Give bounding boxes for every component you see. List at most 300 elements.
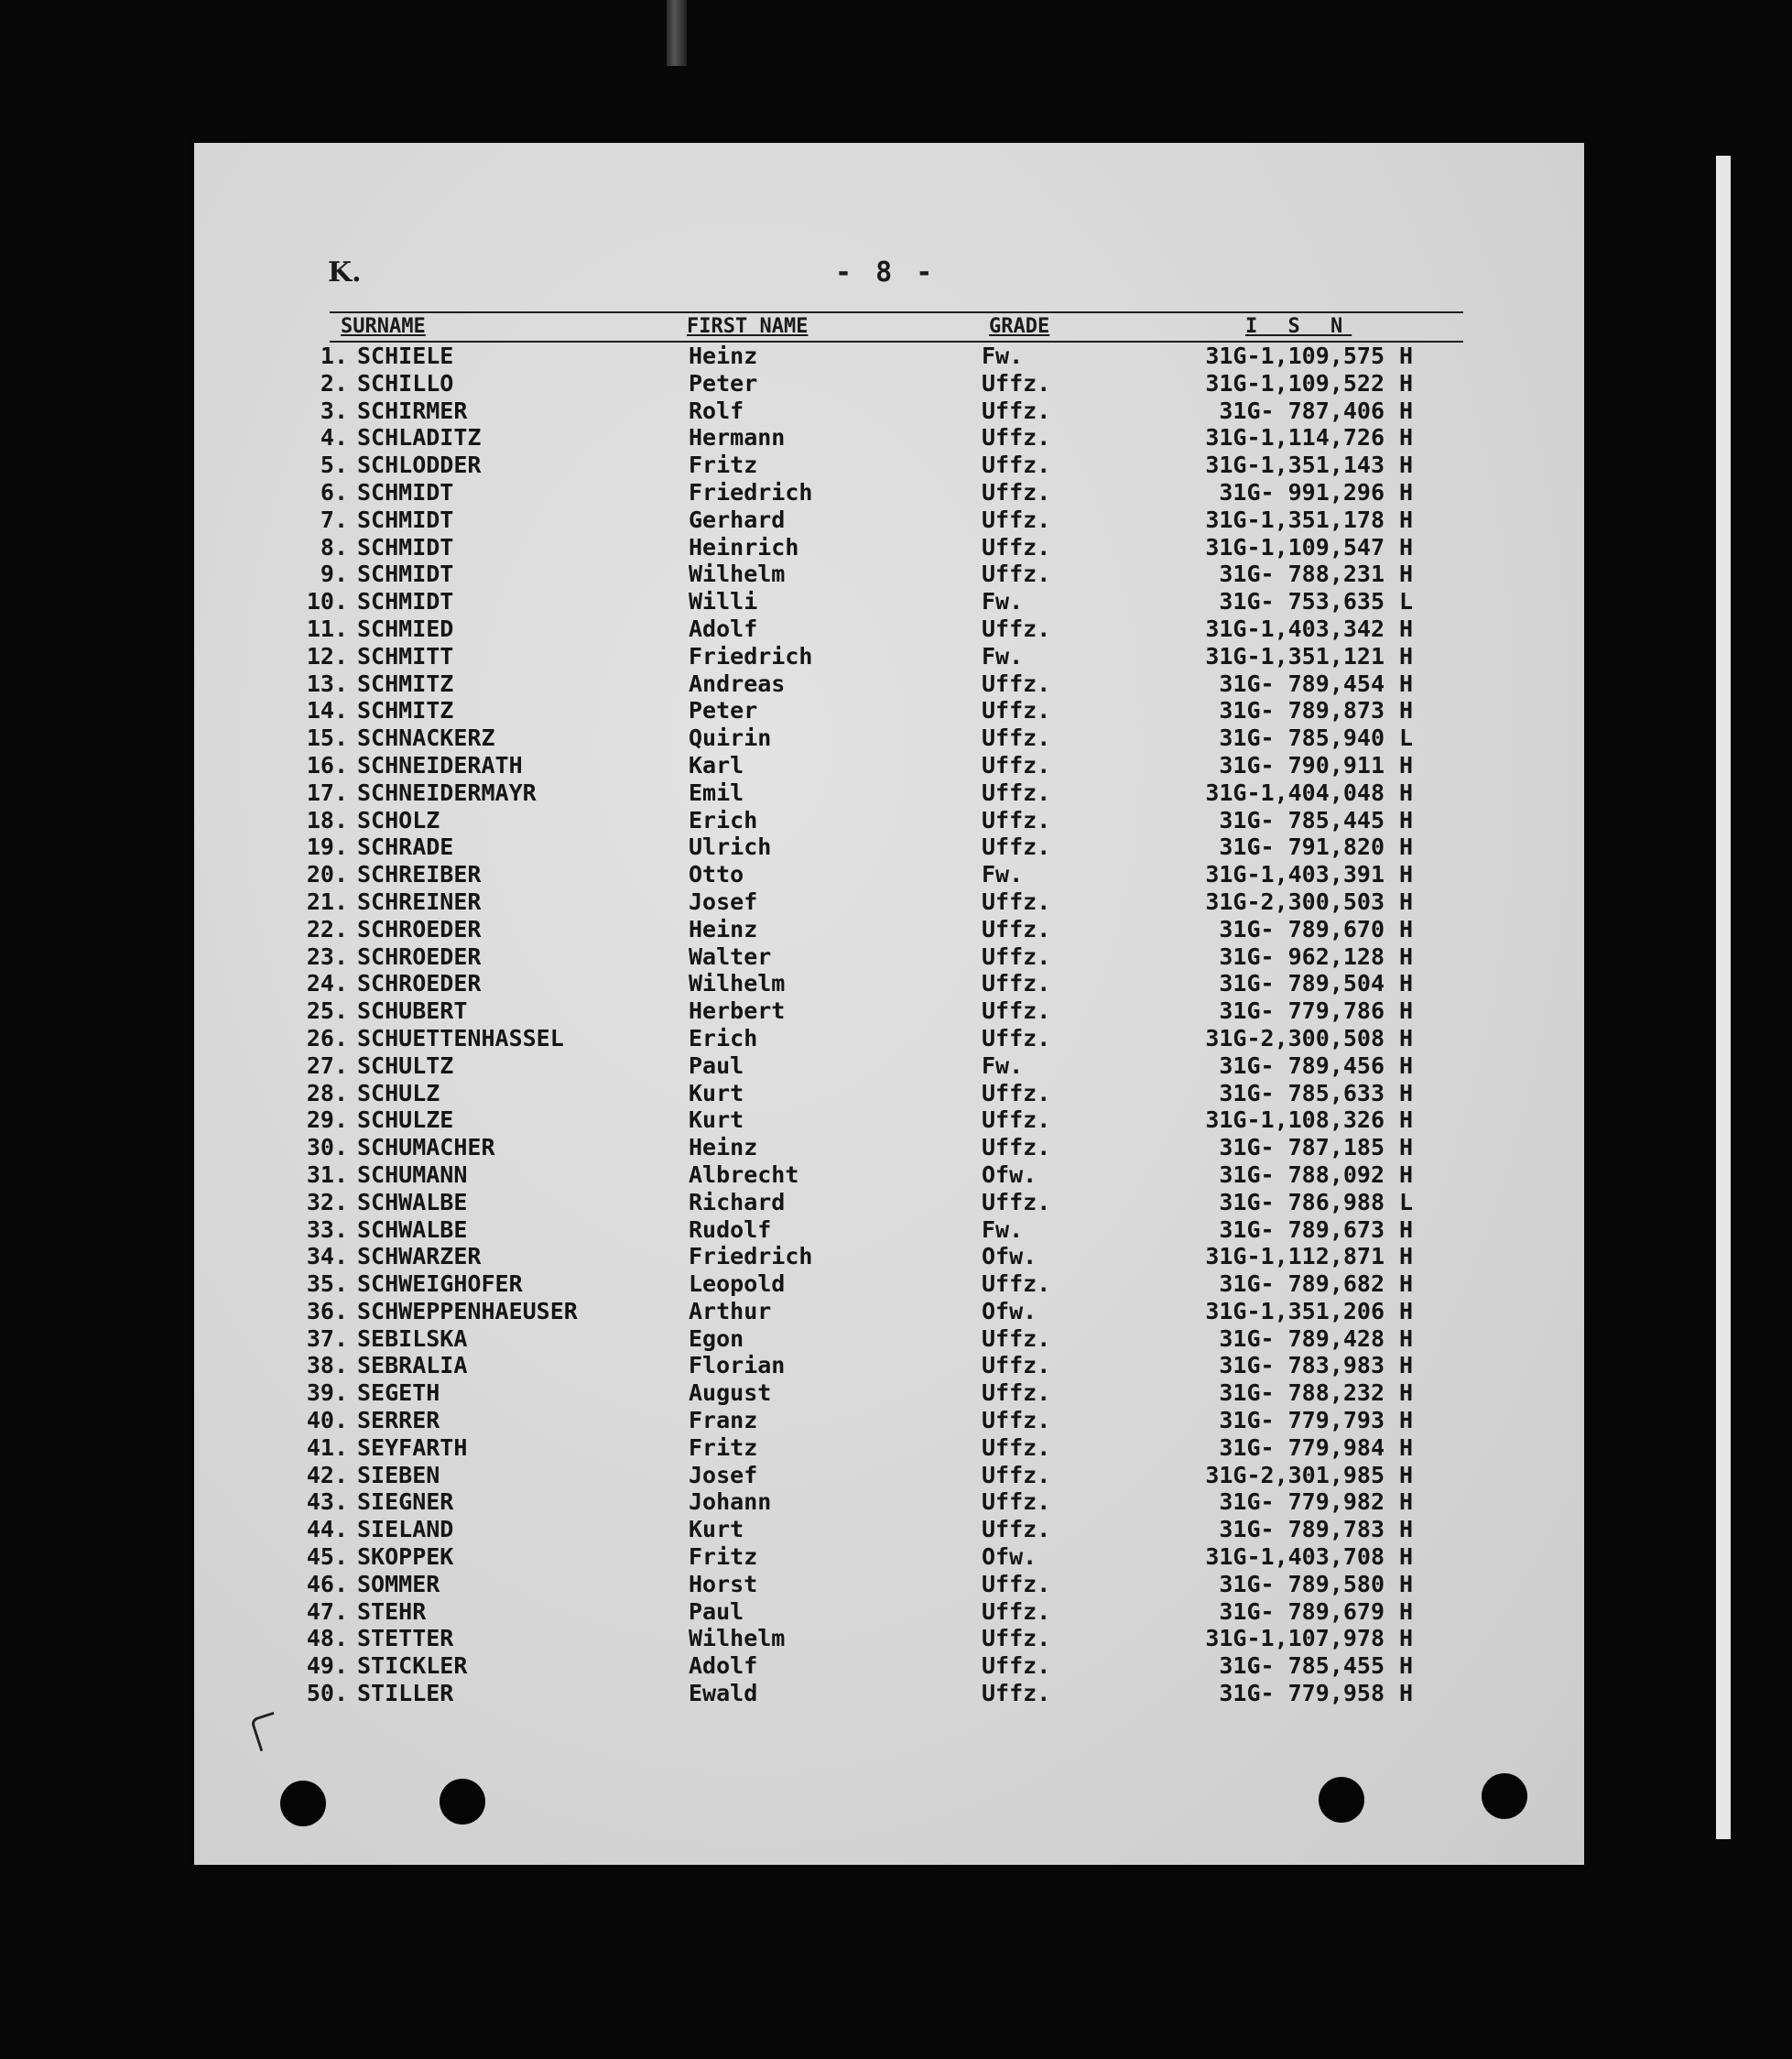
row-number: 11. <box>306 615 348 642</box>
category-cell: H <box>1399 942 1414 970</box>
first-name-cell: Heinrich <box>689 533 799 561</box>
table-row <box>194 561 1584 588</box>
grade-cell: Uffz. <box>982 997 1051 1025</box>
first-name-cell: Peter <box>689 369 758 397</box>
row-number: 7. <box>320 506 348 533</box>
grade-cell: Uffz. <box>982 1188 1051 1215</box>
grade-cell: Fw. <box>982 861 1024 888</box>
isn-cell: 31G- 779,982 <box>1219 1488 1385 1516</box>
isn-cell: 31G-1,351,121 <box>1205 642 1385 670</box>
isn-cell: 31G-1,403,391 <box>1205 861 1385 888</box>
category-cell: H <box>1399 1570 1414 1597</box>
pencil-mark <box>250 1712 284 1752</box>
surname-cell: SCHUMACHER <box>357 1134 495 1161</box>
first-name-cell: Heinz <box>689 915 758 942</box>
first-name-cell: Walter <box>689 942 772 970</box>
table-row <box>194 1625 1584 1652</box>
table-row <box>194 1052 1584 1080</box>
table-row <box>194 779 1584 807</box>
surname-cell: SCHROEDER <box>357 970 482 997</box>
surname-cell: SCHREINER <box>357 888 482 915</box>
row-number: 8. <box>320 533 348 561</box>
grade-cell: Ofw. <box>982 1297 1037 1324</box>
first-name-cell: Heinz <box>689 1134 758 1161</box>
first-name-cell: Josef <box>689 1461 758 1488</box>
row-number: 13. <box>306 670 348 697</box>
row-number: 35. <box>306 1270 348 1298</box>
surname-cell: SIEBEN <box>357 1461 440 1488</box>
isn-cell: 31G- 789,504 <box>1219 970 1385 997</box>
category-cell: L <box>1399 588 1414 616</box>
category-cell: H <box>1399 915 1414 942</box>
category-cell: H <box>1399 397 1414 424</box>
row-number: 32. <box>306 1188 348 1215</box>
row-number: 14. <box>306 697 348 724</box>
isn-cell: 31G-1,114,726 <box>1205 424 1385 452</box>
category-cell: H <box>1399 452 1414 479</box>
isn-cell: 31G- 789,783 <box>1219 1516 1385 1543</box>
isn-cell: 31G- 791,820 <box>1219 833 1385 861</box>
surname-cell: SCHWEIGHOFER <box>357 1270 523 1298</box>
row-number: 27. <box>306 1051 348 1079</box>
isn-cell: 31G- 779,793 <box>1219 1407 1385 1434</box>
first-name-cell: Albrecht <box>689 1160 799 1188</box>
surname-cell: SCHREIBER <box>357 861 482 888</box>
category-cell: H <box>1399 1324 1414 1352</box>
header-isn: I S N <box>1245 315 1352 338</box>
grade-cell: Uffz. <box>982 670 1051 697</box>
category-cell: H <box>1399 670 1414 697</box>
row-number: 15. <box>306 724 348 752</box>
grade-cell: Uffz. <box>982 1407 1051 1434</box>
surname-cell: SCHILLO <box>357 369 454 397</box>
grade-cell: Uffz. <box>982 915 1051 942</box>
document-page <box>194 143 1584 1865</box>
row-number: 21. <box>306 888 348 915</box>
surname-cell: SCHLODDER <box>357 452 482 479</box>
category-cell: H <box>1399 1597 1414 1625</box>
isn-cell: 31G-1,108,326 <box>1205 1106 1385 1134</box>
category-cell: H <box>1399 1488 1414 1516</box>
category-cell: H <box>1399 1652 1414 1680</box>
grade-cell: Fw. <box>982 1051 1024 1079</box>
category-cell: H <box>1399 888 1414 915</box>
surname-cell: SCHROEDER <box>357 915 482 942</box>
surname-cell: STETTER <box>357 1625 454 1652</box>
first-name-cell: Hermann <box>689 424 786 452</box>
table-row <box>194 1379 1584 1407</box>
row-number: 23. <box>306 942 348 970</box>
table-row <box>194 970 1584 997</box>
grade-cell: Uffz. <box>982 452 1051 479</box>
category-cell: H <box>1399 997 1414 1025</box>
grade-cell: Uffz. <box>982 1461 1051 1488</box>
table-row <box>194 452 1584 479</box>
category-cell: H <box>1399 1106 1414 1134</box>
surname-cell: SIEGNER <box>357 1488 454 1516</box>
surname-cell: SIELAND <box>357 1516 454 1543</box>
isn-cell: 31G- 789,454 <box>1219 670 1385 697</box>
table-row <box>194 643 1584 670</box>
grade-cell: Uffz. <box>982 1079 1051 1106</box>
isn-cell: 31G-1,403,342 <box>1205 615 1385 642</box>
grade-cell: Uffz. <box>982 533 1051 561</box>
first-name-cell: Ulrich <box>689 833 772 861</box>
row-number: 42. <box>306 1461 348 1488</box>
table-row <box>194 1462 1584 1489</box>
row-number: 36. <box>306 1297 348 1324</box>
row-number: 18. <box>306 806 348 833</box>
surname-cell: SCHMIDT <box>357 478 454 506</box>
isn-cell: 31G- 788,231 <box>1219 561 1385 588</box>
grade-cell: Uffz. <box>982 833 1051 861</box>
table-row <box>194 1325 1584 1353</box>
row-number: 41. <box>306 1433 348 1461</box>
isn-cell: 31G-1,351,206 <box>1205 1297 1385 1324</box>
isn-cell: 31G-1,404,048 <box>1205 779 1385 806</box>
row-number: 16. <box>306 751 348 779</box>
table-row <box>194 1680 1584 1707</box>
category-cell: H <box>1399 833 1414 861</box>
first-name-cell: Arthur <box>689 1297 772 1324</box>
first-name-cell: Heinz <box>689 343 758 369</box>
category-cell: H <box>1399 561 1414 588</box>
row-number: 1. <box>320 343 348 369</box>
grade-cell: Uffz. <box>982 724 1051 752</box>
grade-cell: Uffz. <box>982 1324 1051 1352</box>
surname-cell: SCHMIDT <box>357 588 454 616</box>
table-row <box>194 1598 1584 1626</box>
header-grade: GRADE <box>989 315 1050 338</box>
table-row <box>194 807 1584 834</box>
row-number: 48. <box>306 1625 348 1652</box>
row-number: 31. <box>306 1160 348 1188</box>
category-cell: H <box>1399 751 1414 779</box>
grade-cell: Uffz. <box>982 779 1051 806</box>
isn-cell: 31G- 785,633 <box>1219 1079 1385 1106</box>
table-row <box>194 697 1584 724</box>
isn-cell: 31G-1,351,143 <box>1205 452 1385 479</box>
table-row <box>194 752 1584 779</box>
table-row <box>194 1270 1584 1298</box>
grade-cell: Uffz. <box>982 561 1051 588</box>
first-name-cell: Willi <box>689 588 758 616</box>
category-cell: H <box>1399 970 1414 997</box>
row-number: 20. <box>306 861 348 888</box>
grade-cell: Uffz. <box>982 1625 1051 1652</box>
row-number: 40. <box>306 1407 348 1434</box>
row-number: 22. <box>306 915 348 942</box>
grade-cell: Fw. <box>982 588 1024 616</box>
table-row <box>194 670 1584 698</box>
isn-cell: 31G- 785,445 <box>1219 806 1385 833</box>
row-number: 10. <box>306 588 348 616</box>
grade-cell: Uffz. <box>982 697 1051 724</box>
punch-hole <box>280 1781 326 1826</box>
grade-cell: Ofw. <box>982 1160 1037 1188</box>
table-row <box>194 916 1584 943</box>
first-name-cell: Leopold <box>689 1270 786 1298</box>
row-number: 46. <box>306 1570 348 1597</box>
first-name-cell: Johann <box>689 1488 772 1516</box>
isn-cell: 31G- 789,679 <box>1219 1597 1385 1625</box>
isn-cell: 31G-1,109,575 <box>1205 343 1385 369</box>
table-row <box>194 997 1584 1025</box>
isn-cell: 31G-1,403,708 <box>1205 1543 1385 1571</box>
category-cell: H <box>1399 615 1414 642</box>
category-cell: H <box>1399 1160 1414 1188</box>
category-cell: H <box>1399 1433 1414 1461</box>
grade-cell: Uffz. <box>982 751 1051 779</box>
page-number: - 8 - <box>835 256 937 289</box>
table-row <box>194 424 1584 452</box>
row-number: 19. <box>306 833 348 861</box>
isn-cell: 31G- 962,128 <box>1219 942 1385 970</box>
category-cell: H <box>1399 1215 1414 1243</box>
isn-cell: 31G- 788,092 <box>1219 1160 1385 1188</box>
grade-cell: Ofw. <box>982 1543 1037 1571</box>
row-number: 24. <box>306 970 348 997</box>
row-number: 37. <box>306 1324 348 1352</box>
isn-cell: 31G-2,300,508 <box>1205 1024 1385 1051</box>
isn-cell: 31G- 991,296 <box>1219 478 1385 506</box>
isn-cell: 31G- 779,958 <box>1219 1680 1385 1707</box>
table-row <box>194 943 1584 971</box>
first-name-cell: Peter <box>689 697 758 724</box>
row-number: 5. <box>320 452 348 479</box>
table-row <box>194 534 1584 561</box>
isn-cell: 31G-1,109,522 <box>1205 369 1385 397</box>
grade-cell: Uffz. <box>982 397 1051 424</box>
grade-cell: Fw. <box>982 642 1024 670</box>
category-cell: H <box>1399 861 1414 888</box>
grade-cell: Uffz. <box>982 1106 1051 1134</box>
punch-hole <box>1319 1777 1364 1823</box>
table-row <box>194 833 1584 861</box>
first-name-cell: Emil <box>689 779 744 806</box>
isn-cell: 31G-1,351,178 <box>1205 506 1385 533</box>
surname-cell: SCHWALBE <box>357 1188 468 1215</box>
surname-cell: SCHMITZ <box>357 670 454 697</box>
surname-cell: SCHUMANN <box>357 1160 468 1188</box>
isn-cell: 31G-1,109,547 <box>1205 533 1385 561</box>
table-row <box>194 1571 1584 1598</box>
isn-cell: 31G- 779,786 <box>1219 997 1385 1025</box>
isn-cell: 31G- 789,682 <box>1219 1270 1385 1298</box>
first-name-cell: Friedrich <box>689 642 813 670</box>
isn-cell: 31G-2,300,503 <box>1205 888 1385 915</box>
surname-cell: SCHMIDT <box>357 533 454 561</box>
first-name-cell: Fritz <box>689 1543 758 1571</box>
category-cell: H <box>1399 369 1414 397</box>
table-row <box>194 724 1584 752</box>
punch-hole <box>1482 1773 1527 1819</box>
table-row <box>194 1134 1584 1161</box>
table-row <box>194 1434 1584 1462</box>
surname-cell: SCHULZ <box>357 1079 440 1106</box>
header-surname: SURNAME <box>341 315 426 338</box>
category-cell: H <box>1399 343 1414 369</box>
category-cell: H <box>1399 424 1414 452</box>
surname-cell: SCHRADE <box>357 833 454 861</box>
category-cell: H <box>1399 478 1414 506</box>
surname-cell: SCHWALBE <box>357 1215 468 1243</box>
grade-cell: Uffz. <box>982 1570 1051 1597</box>
table-row <box>194 1080 1584 1107</box>
row-number: 45. <box>306 1543 348 1571</box>
first-name-cell: Fritz <box>689 452 758 479</box>
category-cell: H <box>1399 806 1414 833</box>
table-row <box>194 888 1584 916</box>
surname-cell: SOMMER <box>357 1570 440 1597</box>
first-name-cell: Rolf <box>689 397 744 424</box>
category-cell: H <box>1399 779 1414 806</box>
surname-cell: SCHIRMER <box>357 397 468 424</box>
isn-cell: 31G- 789,670 <box>1219 915 1385 942</box>
table-row <box>194 861 1584 888</box>
first-name-cell: Horst <box>689 1570 758 1597</box>
surname-cell: SCHNEIDERATH <box>357 751 523 779</box>
category-cell: H <box>1399 1516 1414 1543</box>
category-cell: H <box>1399 642 1414 670</box>
isn-cell: 31G- 787,185 <box>1219 1134 1385 1161</box>
first-name-cell: Fritz <box>689 1433 758 1461</box>
isn-cell: 31G- 789,428 <box>1219 1324 1385 1352</box>
category-cell: H <box>1399 1297 1414 1324</box>
first-name-cell: Karl <box>689 751 744 779</box>
row-number: 38. <box>306 1352 348 1379</box>
row-number: 17. <box>306 779 348 806</box>
first-name-cell: Josef <box>689 888 758 915</box>
surname-cell: STEHR <box>357 1597 427 1625</box>
first-name-cell: Kurt <box>689 1516 744 1543</box>
table-row <box>194 616 1584 643</box>
surname-cell: STILLER <box>357 1680 454 1707</box>
table-row <box>194 507 1584 534</box>
surname-cell: SEYFARTH <box>357 1433 468 1461</box>
row-number: 12. <box>306 642 348 670</box>
grade-cell: Uffz. <box>982 888 1051 915</box>
first-name-cell: Friedrich <box>689 1243 813 1270</box>
grade-cell: Uffz. <box>982 424 1051 452</box>
isn-cell: 31G- 787,406 <box>1219 397 1385 424</box>
table-row <box>194 1407 1584 1434</box>
surname-cell: SCHNACKERZ <box>357 724 495 752</box>
category-cell: H <box>1399 1134 1414 1161</box>
row-number: 49. <box>306 1652 348 1680</box>
row-number: 39. <box>306 1379 348 1407</box>
row-number: 34. <box>306 1243 348 1270</box>
first-name-cell: Friedrich <box>689 478 813 506</box>
grade-cell: Uffz. <box>982 615 1051 642</box>
surname-cell: SCHUETTENHASSEL <box>357 1024 564 1051</box>
category-cell: H <box>1399 1461 1414 1488</box>
surname-cell: SCHLADITZ <box>357 424 482 452</box>
grade-cell: Uffz. <box>982 1680 1051 1707</box>
row-number: 30. <box>306 1134 348 1161</box>
category-cell: L <box>1399 724 1414 752</box>
table-row <box>194 1298 1584 1325</box>
row-number: 50. <box>306 1680 348 1707</box>
isn-cell: 31G- 783,983 <box>1219 1352 1385 1379</box>
surname-cell: SERRER <box>357 1407 440 1434</box>
first-name-cell: Erich <box>689 1024 758 1051</box>
punch-hole <box>440 1779 485 1825</box>
surname-cell: SEGETH <box>357 1379 440 1407</box>
first-name-cell: Gerhard <box>689 506 786 533</box>
surname-cell: SCHULZE <box>357 1106 454 1134</box>
surname-cell: SCHMIDT <box>357 506 454 533</box>
row-number: 3. <box>320 397 348 424</box>
isn-cell: 31G- 785,455 <box>1219 1652 1385 1680</box>
isn-cell: 31G- 789,673 <box>1219 1215 1385 1243</box>
first-name-cell: Otto <box>689 861 744 888</box>
first-name-cell: Ewald <box>689 1680 758 1707</box>
row-number: 25. <box>306 997 348 1025</box>
isn-cell: 31G- 786,988 <box>1219 1188 1385 1215</box>
surname-cell: SCHWARZER <box>357 1243 482 1270</box>
first-name-cell: Richard <box>689 1188 786 1215</box>
isn-cell: 31G-1,112,871 <box>1205 1243 1385 1270</box>
category-cell: H <box>1399 1024 1414 1051</box>
grade-cell: Uffz. <box>982 506 1051 533</box>
grade-cell: Uffz. <box>982 1134 1051 1161</box>
surname-cell: SEBRALIA <box>357 1352 468 1379</box>
row-number: 2. <box>320 369 348 397</box>
isn-cell: 31G-2,301,985 <box>1205 1461 1385 1488</box>
table-row <box>194 1161 1584 1189</box>
isn-cell: 31G- 789,580 <box>1219 1570 1385 1597</box>
category-cell: H <box>1399 1543 1414 1571</box>
first-name-cell: Adolf <box>689 615 758 642</box>
first-name-cell: Erich <box>689 806 758 833</box>
first-name-cell: Paul <box>689 1597 744 1625</box>
row-number: 44. <box>306 1516 348 1543</box>
table-row <box>194 1189 1584 1216</box>
grade-cell: Uffz. <box>982 806 1051 833</box>
first-name-cell: Wilhelm <box>689 970 786 997</box>
category-cell: H <box>1399 1379 1414 1407</box>
first-name-cell: Kurt <box>689 1079 744 1106</box>
table-row <box>194 1543 1584 1571</box>
category-cell: H <box>1399 1243 1414 1270</box>
row-number: 29. <box>306 1106 348 1134</box>
table-row <box>194 1025 1584 1052</box>
first-name-cell: Franz <box>689 1407 758 1434</box>
grade-cell: Ofw. <box>982 1243 1037 1270</box>
grade-cell: Uffz. <box>982 1379 1051 1407</box>
surname-cell: SCHNEIDERMAYR <box>357 779 537 806</box>
row-number: 6. <box>320 478 348 506</box>
grade-cell: Uffz. <box>982 1024 1051 1051</box>
first-name-cell: Herbert <box>689 997 786 1025</box>
grade-cell: Uffz. <box>982 1352 1051 1379</box>
table-row <box>194 1243 1584 1270</box>
category-cell: H <box>1399 1079 1414 1106</box>
grade-cell: Uffz. <box>982 970 1051 997</box>
surname-cell: SCHMIDT <box>357 561 454 588</box>
category-cell: H <box>1399 1270 1414 1298</box>
grade-cell: Uffz. <box>982 1597 1051 1625</box>
grade-cell: Uffz. <box>982 1270 1051 1298</box>
surname-cell: SCHUBERT <box>357 997 468 1025</box>
table-row <box>194 1352 1584 1379</box>
isn-cell: 31G- 779,984 <box>1219 1433 1385 1461</box>
table-header <box>330 313 1463 343</box>
surname-cell: SCHMITZ <box>357 697 454 724</box>
row-number: 28. <box>306 1079 348 1106</box>
first-name-cell: Paul <box>689 1051 744 1079</box>
